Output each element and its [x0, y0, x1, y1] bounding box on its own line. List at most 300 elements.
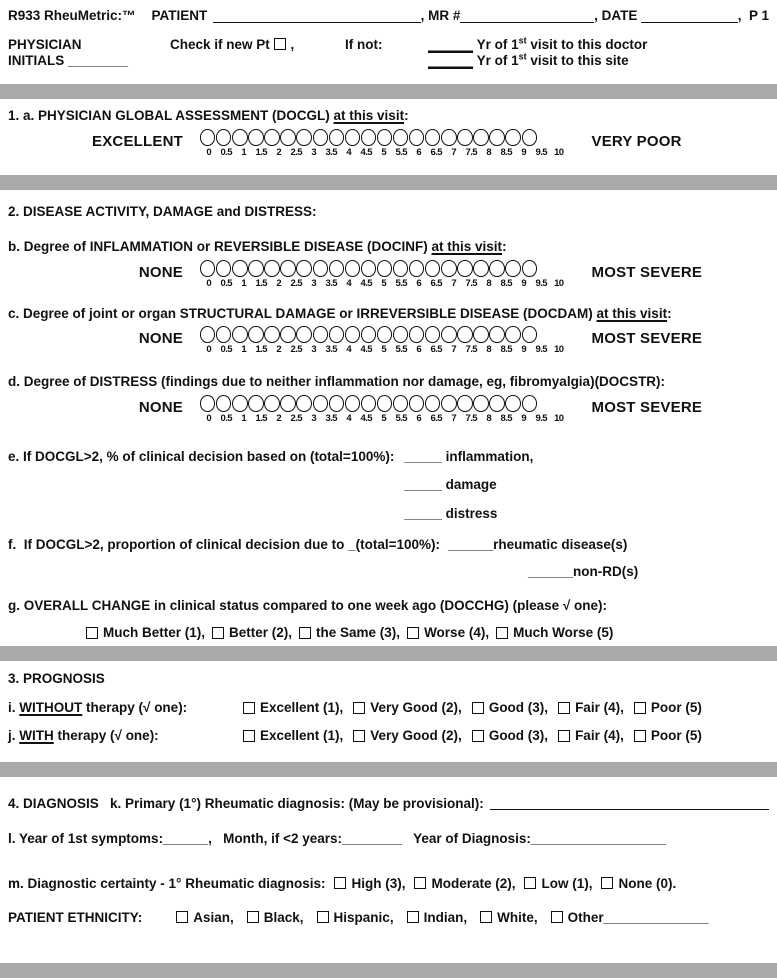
section-divider-bar: [0, 175, 777, 190]
checkbox-icon[interactable]: [472, 730, 484, 742]
checkbox-icon[interactable]: [480, 911, 492, 923]
vas-circle[interactable]: [264, 260, 279, 277]
vas-tick-label: 0.5: [220, 146, 232, 158]
vas-tick-label: 5: [381, 277, 387, 289]
checkbox-option[interactable]: [480, 910, 538, 925]
vas-scale-docstr: [200, 395, 568, 424]
section2e-items: [404, 449, 533, 521]
checkbox-option[interactable]: [407, 910, 468, 925]
vas-tick-label: 7: [451, 277, 457, 289]
vas-tick-label: 2.5: [290, 146, 302, 158]
checkbox-icon[interactable]: [334, 877, 346, 889]
heading-text: 1. a. PHYSICIAN GLOBAL ASSESSMENT (DOCGL): [8, 108, 334, 123]
checkbox-icon[interactable]: [634, 730, 646, 742]
heading-text: b. Degree of INFLAMMATION or REVERSIBLE DISEASE (DOCINF): [8, 239, 432, 255]
vas-tick-label: 0.5: [220, 344, 232, 356]
vas-tick-label: 8.5: [500, 344, 512, 356]
vas-circle[interactable]: [505, 129, 520, 146]
vas-circle[interactable]: [457, 260, 472, 277]
vas-circle[interactable]: [248, 129, 263, 146]
vas-circle[interactable]: [377, 260, 392, 277]
section2e-row: [8, 449, 769, 521]
vas-circle[interactable]: [200, 395, 215, 412]
vas-circle[interactable]: [345, 395, 360, 412]
new-patient-checkbox-icon[interactable]: [274, 38, 286, 50]
vas-circle[interactable]: [329, 260, 344, 277]
vas-tick-label: 1.5: [255, 277, 267, 289]
vas-tick-label: 6: [416, 146, 422, 158]
vas-tick-label: 6.5: [430, 146, 442, 158]
vas-tick-labels: [200, 147, 568, 158]
vas-circle[interactable]: [313, 260, 328, 277]
vas-circle[interactable]: [361, 395, 376, 412]
vas-circle[interactable]: [232, 395, 247, 412]
checkbox-icon[interactable]: [247, 911, 259, 923]
option-label: the Same (3),: [316, 625, 401, 641]
vas-circle[interactable]: [473, 395, 488, 412]
checkbox-option[interactable]: [472, 728, 548, 743]
vas-circle[interactable]: [232, 260, 247, 277]
vas-right-anchor: MOST SEVERE: [591, 330, 703, 348]
checkbox-option[interactable]: [176, 910, 234, 925]
vas-circle[interactable]: [296, 326, 311, 343]
section4k-label: 4. DIAGNOSIS k. Primary (1°) Rheumatic diagnosis: (May be provisional):: [8, 796, 484, 812]
visit-site-text-2: visit to this site: [526, 53, 629, 68]
new-patient-check[interactable]: [170, 37, 294, 53]
vas-circle[interactable]: [248, 326, 263, 343]
vas-circle[interactable]: [280, 326, 295, 343]
ethnicity-label: PATIENT ETHNICITY:: [8, 909, 143, 925]
inflammation-blank-item[interactable]: _____ inflammation,: [404, 448, 534, 464]
label-text: therapy (√ one):: [82, 700, 188, 716]
option-label: Fair (4),: [575, 700, 624, 716]
vas-tick-label: 8: [486, 146, 492, 158]
vas-tick-label: 4.5: [360, 277, 372, 289]
vas-row-docgl: [8, 129, 777, 158]
vas-left-anchor: NONE: [138, 263, 183, 281]
vas-circle[interactable]: [248, 395, 263, 412]
vas-tick-label: 3.5: [325, 344, 337, 356]
patient-label: PATIENT: [151, 8, 208, 24]
vas-left-anchor: EXCELLENT: [92, 132, 183, 150]
checkbox-icon[interactable]: [353, 702, 365, 714]
vas-circle[interactable]: [505, 260, 520, 277]
checkbox-icon[interactable]: [212, 627, 224, 639]
mr-label: , MR #: [420, 8, 461, 24]
diagnostic-certainty-options: [334, 876, 676, 891]
option-label: Good (3),: [488, 728, 549, 744]
vas-tick-label: 8: [486, 412, 492, 424]
vas-tick-label: 4: [346, 344, 352, 356]
vas-tick-label: 0.5: [220, 412, 232, 424]
vas-tick-label: 6: [416, 344, 422, 356]
section-divider-bar: [0, 84, 777, 99]
vas-circle[interactable]: [425, 260, 440, 277]
vas-right-anchor: VERY POOR: [591, 132, 682, 150]
vas-circle[interactable]: [345, 260, 360, 277]
label-underlined: WITH: [19, 728, 54, 744]
option-label: Poor (5): [650, 700, 702, 716]
vas-circle[interactable]: [296, 395, 311, 412]
physician-initials-blank[interactable]: INITIALS ________: [8, 53, 129, 68]
section2b-heading: [8, 240, 769, 255]
vas-circle[interactable]: [489, 129, 504, 146]
vas-circle[interactable]: [361, 129, 376, 146]
prognosis-without-options: [243, 700, 702, 715]
checkbox-icon[interactable]: [601, 877, 613, 889]
vas-circle[interactable]: [264, 129, 279, 146]
checkbox-icon[interactable]: [353, 730, 365, 742]
vas-tick-label: 3.5: [325, 277, 337, 289]
vas-circle[interactable]: [425, 395, 440, 412]
visit-site-blank[interactable]: ______: [428, 53, 474, 68]
option-label: White,: [497, 909, 538, 925]
vas-circle[interactable]: [216, 129, 231, 146]
vas-tick-label: 2.5: [290, 344, 302, 356]
vas-tick-label: 2.5: [290, 277, 302, 289]
vas-row-docdam: [8, 326, 777, 355]
vas-tick-label: 3: [311, 344, 317, 356]
superscript-st: st: [518, 35, 527, 46]
heading-text: c. Degree of joint or organ STRUCTURAL DAMAGE or IRREVERSIBLE DISEASE (DOCDAM): [8, 305, 597, 321]
checkbox-option[interactable]: [558, 728, 624, 743]
vas-circle[interactable]: [393, 326, 408, 343]
vas-circle[interactable]: [200, 260, 215, 277]
page-number-label: , P 1: [737, 8, 769, 24]
vas-circle[interactable]: [393, 395, 408, 412]
form-header-row: [0, 0, 777, 24]
vas-tick-label: 8: [486, 277, 492, 289]
checkbox-option[interactable]: [472, 700, 548, 715]
vas-circle[interactable]: [296, 260, 311, 277]
vas-tick-label: 10: [554, 412, 564, 424]
prognosis-with-row: [8, 728, 769, 743]
vas-tick-label: 7: [451, 344, 457, 356]
vas-tick-label: 10: [554, 146, 564, 158]
checkbox-option[interactable]: [212, 625, 292, 640]
option-label: Black,: [263, 909, 304, 925]
ethnicity-row: [8, 910, 769, 925]
vas-tick-label: 4: [346, 277, 352, 289]
vas-right-anchor: MOST SEVERE: [591, 263, 703, 281]
vas-circle[interactable]: [377, 326, 392, 343]
vas-circle[interactable]: [329, 395, 344, 412]
vas-tick-label: 5: [381, 146, 387, 158]
vas-circle[interactable]: [409, 395, 424, 412]
vas-tick-label: 3: [311, 146, 317, 158]
checkbox-option[interactable]: [551, 910, 709, 925]
vas-circle[interactable]: [377, 395, 392, 412]
vas-circle[interactable]: [457, 129, 472, 146]
comma-text: ,: [290, 37, 295, 52]
vas-circle[interactable]: [280, 395, 295, 412]
label-text: i.: [8, 700, 20, 716]
checkbox-icon[interactable]: [414, 877, 426, 889]
vas-tick-label: 4: [346, 412, 352, 424]
vas-tick-label: 8.5: [500, 277, 512, 289]
vas-tick-label: 1: [241, 146, 247, 158]
vas-circle[interactable]: [457, 395, 472, 412]
option-label: Fair (4),: [575, 728, 624, 744]
vas-circle[interactable]: [489, 260, 504, 277]
form-title: R933 RheuMetric:™: [8, 8, 136, 24]
vas-tick-label: 8: [486, 344, 492, 356]
section2d-heading: [8, 375, 769, 390]
vas-circle[interactable]: [345, 129, 360, 146]
checkbox-option[interactable]: [496, 625, 613, 640]
checkbox-icon[interactable]: [86, 627, 98, 639]
vas-circle[interactable]: [313, 395, 328, 412]
vas-circle[interactable]: [313, 129, 328, 146]
vas-tick-labels: [200, 278, 568, 289]
section2f-row: [8, 537, 769, 552]
vas-tick-label: 9: [521, 277, 527, 289]
heading-text: d. Degree of DISTRESS (findings due to neither inflammation nor damage, eg, fibromyalgia)(DOCSTR):: [8, 374, 666, 390]
vas-circle[interactable]: [216, 326, 231, 343]
option-label: Other______________: [567, 909, 709, 925]
section-divider-bar: [0, 646, 777, 661]
vas-tick-label: 0.5: [220, 277, 232, 289]
vas-tick-label: 1.5: [255, 412, 267, 424]
vas-scale-docinf: [200, 260, 568, 289]
vas-circle[interactable]: [248, 260, 263, 277]
primary-diagnosis-blank[interactable]: [490, 796, 769, 810]
heading-text: :: [404, 108, 409, 123]
vas-circle[interactable]: [522, 260, 537, 277]
vas-tick-label: 10: [554, 344, 564, 356]
vas-circle[interactable]: [361, 326, 376, 343]
section4k-row: [8, 796, 769, 811]
vas-circle[interactable]: [296, 129, 311, 146]
rheumatic-disease-blank-item[interactable]: ______rheumatic disease(s): [448, 536, 628, 552]
vas-circle[interactable]: [505, 326, 520, 343]
vas-circle[interactable]: [216, 395, 231, 412]
vas-tick-label: 6: [416, 277, 422, 289]
vas-scale-docgl: [200, 129, 568, 158]
option-label: Excellent (1),: [260, 700, 344, 716]
checkbox-option[interactable]: [407, 625, 489, 640]
vas-circle[interactable]: [232, 326, 247, 343]
vas-tick-label: 7.5: [465, 412, 477, 424]
checkbox-option[interactable]: [601, 876, 676, 891]
checkbox-icon[interactable]: [176, 911, 188, 923]
vas-circle[interactable]: [505, 395, 520, 412]
vas-tick-label: 9: [521, 412, 527, 424]
checkbox-option[interactable]: [243, 700, 343, 715]
option-label: Asian,: [193, 909, 234, 925]
checkbox-option[interactable]: [243, 728, 343, 743]
vas-circle[interactable]: [280, 260, 295, 277]
vas-circle[interactable]: [409, 129, 424, 146]
vas-tick-label: 2: [276, 412, 282, 424]
prognosis-with-label: [8, 728, 243, 743]
vas-tick-label: 1: [241, 344, 247, 356]
vas-tick-label: 8.5: [500, 146, 512, 158]
checkbox-option[interactable]: [558, 700, 624, 715]
vas-circle[interactable]: [409, 326, 424, 343]
vas-tick-label: 9.5: [535, 277, 547, 289]
vas-circle[interactable]: [200, 129, 215, 146]
vas-tick-label: 0: [206, 344, 212, 356]
checkbox-option[interactable]: [634, 700, 702, 715]
vas-tick-label: 5: [381, 412, 387, 424]
vas-tick-label: 5: [381, 344, 387, 356]
vas-circle[interactable]: [441, 326, 456, 343]
checkbox-icon[interactable]: [634, 702, 646, 714]
vas-tick-label: 7: [451, 146, 457, 158]
checkbox-option[interactable]: [353, 728, 462, 743]
vas-circle[interactable]: [473, 326, 488, 343]
label-text: therapy (√ one):: [53, 728, 159, 744]
vas-circle[interactable]: [216, 260, 231, 277]
date-label: , DATE: [594, 8, 638, 24]
vas-tick-label: 5.5: [395, 412, 407, 424]
label-underlined: WITHOUT: [19, 700, 83, 716]
option-label: Poor (5): [650, 728, 702, 744]
section-divider-bar: [0, 762, 777, 777]
vas-row-docinf: [8, 260, 777, 289]
vas-circle[interactable]: [313, 326, 328, 343]
vas-circle[interactable]: [409, 260, 424, 277]
vas-circle[interactable]: [264, 395, 279, 412]
checkbox-icon[interactable]: [243, 702, 255, 714]
section2e-label: e. If DOCGL>2, % of clinical decision based on (total=100%):: [8, 448, 395, 464]
visit-doctor-blank[interactable]: ______: [428, 37, 474, 52]
vas-tick-label: 9.5: [535, 146, 547, 158]
visit-site-text: Yr of 1: [473, 53, 519, 68]
date-blank[interactable]: [641, 9, 737, 23]
vas-circle[interactable]: [393, 260, 408, 277]
vas-row-docstr: [8, 395, 777, 424]
visit-doctor-text-2: visit to this doctor: [526, 37, 648, 52]
vas-circle[interactable]: [441, 260, 456, 277]
checkbox-icon[interactable]: [299, 627, 311, 639]
new-patient-label: Check if new Pt: [170, 37, 274, 52]
vas-left-anchor: NONE: [138, 398, 183, 416]
prognosis-without-row: [8, 700, 769, 715]
checkbox-option[interactable]: [414, 876, 515, 891]
option-label: Very Good (2),: [370, 700, 462, 716]
vas-tick-label: 8.5: [500, 412, 512, 424]
vas-circle[interactable]: [489, 395, 504, 412]
heading-text: :: [667, 305, 672, 321]
checkbox-icon[interactable]: [317, 911, 329, 923]
option-label: Better (2),: [229, 625, 293, 641]
vas-circle[interactable]: [393, 129, 408, 146]
vas-circle[interactable]: [345, 326, 360, 343]
vas-tick-label: 4: [346, 146, 352, 158]
checkbox-icon[interactable]: [472, 702, 484, 714]
vas-circle[interactable]: [232, 129, 247, 146]
checkbox-icon[interactable]: [551, 911, 563, 923]
option-label: Indian,: [423, 909, 468, 925]
overall-change-options: [86, 625, 769, 640]
option-label: Excellent (1),: [260, 728, 344, 744]
non-rd-blank-item[interactable]: ______non-RD(s): [528, 563, 639, 579]
checkbox-option[interactable]: [353, 700, 462, 715]
option-label: Moderate (2),: [431, 875, 516, 891]
vas-tick-labels: [200, 344, 568, 355]
patient-name-blank[interactable]: [213, 9, 420, 23]
checkbox-option[interactable]: [317, 910, 394, 925]
checkbox-option[interactable]: [86, 625, 205, 640]
checkbox-icon[interactable]: [558, 730, 570, 742]
vas-circle[interactable]: [441, 129, 456, 146]
vas-circle[interactable]: [361, 260, 376, 277]
vas-tick-label: 5.5: [395, 344, 407, 356]
mr-number-blank[interactable]: [460, 9, 594, 23]
vas-tick-label: 6.5: [430, 344, 442, 356]
vas-tick-label: 6.5: [430, 277, 442, 289]
checkbox-icon[interactable]: [524, 877, 536, 889]
heading-text: :: [502, 239, 507, 255]
vas-circle[interactable]: [522, 326, 537, 343]
vas-tick-label: 3.5: [325, 146, 337, 158]
prognosis-without-label: [8, 700, 243, 715]
vas-tick-label: 4.5: [360, 344, 372, 356]
checkbox-icon[interactable]: [558, 702, 570, 714]
vas-circle[interactable]: [473, 260, 488, 277]
vas-tick-label: 2: [276, 277, 282, 289]
label-text: j.: [8, 728, 20, 744]
first-visit-doctor-line: [428, 37, 647, 53]
vas-circle[interactable]: [264, 326, 279, 343]
vas-circle[interactable]: [441, 395, 456, 412]
checkbox-option[interactable]: [334, 876, 405, 891]
vas-circle[interactable]: [377, 129, 392, 146]
vas-tick-label: 9: [521, 344, 527, 356]
vas-circle[interactable]: [489, 326, 504, 343]
vas-tick-label: 3: [311, 277, 317, 289]
section4m-row: [8, 876, 769, 891]
vas-tick-label: 1: [241, 277, 247, 289]
vas-circle[interactable]: [425, 129, 440, 146]
vas-circle[interactable]: [200, 326, 215, 343]
distress-blank-item[interactable]: _____ distress: [404, 505, 498, 521]
physician-initials-block: [8, 37, 128, 69]
vas-circle[interactable]: [457, 326, 472, 343]
heading-underlined: at this visit: [431, 239, 503, 255]
checkbox-icon[interactable]: [407, 627, 419, 639]
checkbox-option[interactable]: [299, 625, 400, 640]
vas-circle[interactable]: [522, 395, 537, 412]
checkbox-icon[interactable]: [496, 627, 508, 639]
vas-tick-label: 7.5: [465, 277, 477, 289]
vas-circle[interactable]: [280, 129, 295, 146]
vas-circle[interactable]: [329, 326, 344, 343]
checkbox-option[interactable]: [634, 728, 702, 743]
section4l-line: l. Year of 1st symptoms:______, Month, if <2 years:________ Year of Diagnosis:__________________: [8, 831, 667, 847]
vas-tick-label: 1: [241, 412, 247, 424]
section2-heading: 2. DISEASE ACTIVITY, DAMAGE and DISTRESS:: [8, 203, 317, 219]
vas-circle[interactable]: [425, 326, 440, 343]
vas-tick-label: 7.5: [465, 344, 477, 356]
vas-left-anchor: NONE: [138, 330, 183, 348]
checkbox-icon[interactable]: [407, 911, 419, 923]
damage-blank-item[interactable]: _____ damage: [404, 477, 497, 493]
vas-tick-label: 10: [554, 277, 564, 289]
heading-underlined: at this visit: [333, 108, 405, 123]
checkbox-option[interactable]: [524, 876, 592, 891]
section2g-heading: g. OVERALL CHANGE in clinical status compared to one week ago (DOCCHG) (please √ one):: [8, 597, 608, 613]
vas-circle[interactable]: [473, 129, 488, 146]
vas-tick-label: 0: [206, 146, 212, 158]
vas-tick-label: 1.5: [255, 344, 267, 356]
checkbox-option[interactable]: [247, 910, 304, 925]
vas-circle[interactable]: [522, 129, 537, 146]
checkbox-icon[interactable]: [243, 730, 255, 742]
vas-circle[interactable]: [329, 129, 344, 146]
